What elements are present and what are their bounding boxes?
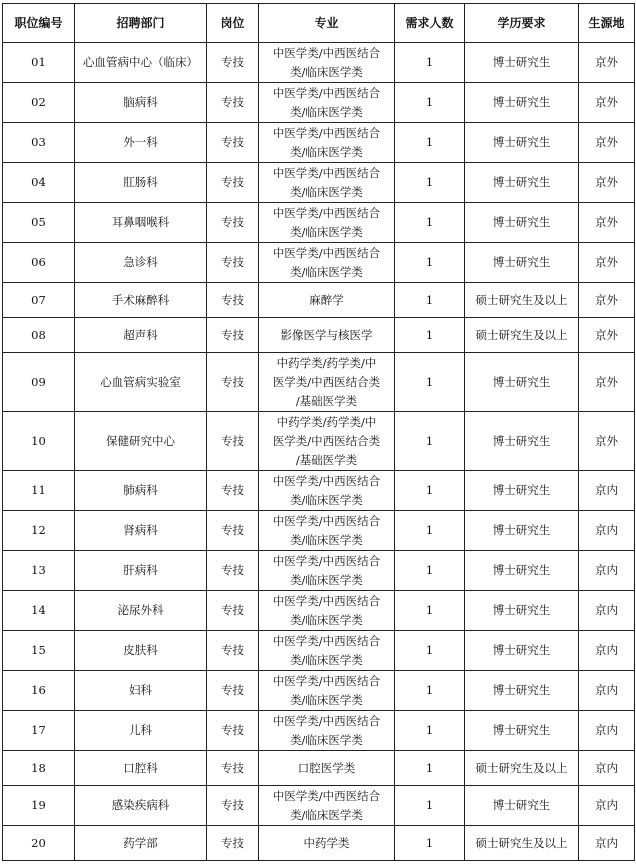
cell-count: 1 — [395, 43, 465, 83]
cell-dept: 超声科 — [75, 318, 207, 353]
cell-count: 1 — [395, 163, 465, 203]
cell-count: 1 — [395, 751, 465, 786]
major-line: 中医学类/中西医结合 — [272, 125, 381, 140]
cell-count: 1 — [395, 243, 465, 283]
major-line: 医学类/中西医结合类 — [272, 374, 381, 389]
cell-count: 1 — [395, 671, 465, 711]
cell-edu: 硕士研究生及以上 — [465, 751, 579, 786]
cell-major — [259, 203, 395, 243]
major-line: /基础医学类 — [295, 452, 358, 467]
major-line: 中药学类/药学类/中 — [276, 414, 377, 429]
major-line: 类/临床医学类 — [290, 264, 363, 279]
major-line: 类/临床医学类 — [290, 732, 363, 747]
cell-dept: 耳鼻咽喉科 — [75, 203, 207, 243]
table-row — [3, 631, 635, 671]
cell-id: 08 — [3, 318, 75, 353]
cell-major — [259, 318, 395, 353]
major-line: 麻醉学 — [309, 292, 344, 307]
cell-dept: 儿科 — [75, 711, 207, 751]
header-row — [3, 4, 635, 43]
major-line: 中医学类/中西医结合 — [272, 205, 381, 220]
cell-edu: 博士研究生 — [465, 511, 579, 551]
cell-dept: 泌尿外科 — [75, 591, 207, 631]
cell-major — [259, 243, 395, 283]
major-line: 中医学类/中西医结合 — [272, 788, 381, 803]
cell-source: 京外 — [579, 43, 635, 83]
cell-post: 专技 — [207, 203, 259, 243]
major-line: 影像医学与核医学 — [280, 327, 373, 342]
cell-source: 京外 — [579, 203, 635, 243]
cell-source: 京内 — [579, 591, 635, 631]
cell-id: 18 — [3, 751, 75, 786]
table-row — [3, 786, 635, 826]
major-line: 类/临床医学类 — [290, 492, 363, 507]
cell-dept: 保健研究中心 — [75, 412, 207, 471]
cell-count: 1 — [395, 471, 465, 511]
major-line: 中医学类/中西医结合 — [272, 553, 381, 568]
major-line: 类/临床医学类 — [290, 692, 363, 707]
table-row — [3, 591, 635, 631]
major-line: 中医学类/中西医结合 — [272, 245, 381, 260]
cell-source: 京外 — [579, 243, 635, 283]
cell-edu: 博士研究生 — [465, 123, 579, 163]
header-edu: 学历要求 — [465, 4, 579, 43]
table-row — [3, 511, 635, 551]
cell-count: 1 — [395, 711, 465, 751]
cell-major — [259, 631, 395, 671]
table-row — [3, 283, 635, 318]
major-line: /基础医学类 — [295, 393, 358, 408]
cell-major — [259, 471, 395, 511]
cell-edu: 博士研究生 — [465, 203, 579, 243]
table-row — [3, 551, 635, 591]
cell-dept: 心血管病中心（临床） — [75, 43, 207, 83]
cell-post: 专技 — [207, 353, 259, 412]
cell-id: 20 — [3, 826, 75, 861]
cell-id: 13 — [3, 551, 75, 591]
cell-dept: 肾病科 — [75, 511, 207, 551]
cell-major — [259, 283, 395, 318]
cell-id: 16 — [3, 671, 75, 711]
cell-post: 专技 — [207, 631, 259, 671]
cell-major — [259, 786, 395, 826]
cell-source: 京外 — [579, 412, 635, 471]
table-row — [3, 203, 635, 243]
cell-major — [259, 353, 395, 412]
cell-id: 15 — [3, 631, 75, 671]
cell-count: 1 — [395, 551, 465, 591]
cell-edu: 博士研究生 — [465, 786, 579, 826]
cell-major — [259, 551, 395, 591]
major-line: 中医学类/中西医结合 — [272, 473, 381, 488]
cell-id: 17 — [3, 711, 75, 751]
cell-edu: 博士研究生 — [465, 711, 579, 751]
cell-source: 京内 — [579, 671, 635, 711]
cell-post: 专技 — [207, 826, 259, 861]
cell-dept: 脑病科 — [75, 83, 207, 123]
major-line: 医学类/中西医结合类 — [272, 433, 381, 448]
cell-source: 京外 — [579, 318, 635, 353]
major-line: 中药学类/药学类/中 — [276, 355, 377, 370]
cell-dept: 感染疾病科 — [75, 786, 207, 826]
cell-id: 05 — [3, 203, 75, 243]
cell-edu: 博士研究生 — [465, 412, 579, 471]
cell-source: 京内 — [579, 786, 635, 826]
cell-source: 京外 — [579, 83, 635, 123]
cell-post: 专技 — [207, 591, 259, 631]
cell-major — [259, 671, 395, 711]
major-line: 类/临床医学类 — [290, 64, 363, 79]
major-line: 类/临床医学类 — [290, 104, 363, 119]
major-line: 中医学类/中西医结合 — [272, 593, 381, 608]
major-line: 中药学类 — [303, 835, 350, 850]
major-line: 类/临床医学类 — [290, 652, 363, 667]
cell-post: 专技 — [207, 471, 259, 511]
cell-count: 1 — [395, 353, 465, 412]
cell-source: 京外 — [579, 283, 635, 318]
cell-post: 专技 — [207, 711, 259, 751]
major-line: 中医学类/中西医结合 — [272, 713, 381, 728]
cell-id: 10 — [3, 412, 75, 471]
table-row — [3, 318, 635, 353]
table-row — [3, 412, 635, 471]
cell-edu: 博士研究生 — [465, 163, 579, 203]
header-dept: 招聘部门 — [75, 4, 207, 43]
cell-dept: 皮肤科 — [75, 631, 207, 671]
major-line: 类/临床医学类 — [290, 532, 363, 547]
major-line: 类/临床医学类 — [290, 184, 363, 199]
cell-dept: 药学部 — [75, 826, 207, 861]
table-row — [3, 826, 635, 861]
table-row — [3, 163, 635, 203]
cell-count: 1 — [395, 203, 465, 243]
cell-edu: 博士研究生 — [465, 591, 579, 631]
cell-count: 1 — [395, 591, 465, 631]
cell-post: 专技 — [207, 163, 259, 203]
major-line: 中医学类/中西医结合 — [272, 45, 381, 60]
cell-post: 专技 — [207, 412, 259, 471]
header-post: 岗位 — [207, 4, 259, 43]
cell-id: 07 — [3, 283, 75, 318]
cell-post: 专技 — [207, 83, 259, 123]
table-row — [3, 123, 635, 163]
cell-source: 京内 — [579, 826, 635, 861]
major-line: 中医学类/中西医结合 — [272, 633, 381, 648]
cell-id: 09 — [3, 353, 75, 412]
cell-post: 专技 — [207, 751, 259, 786]
cell-post: 专技 — [207, 786, 259, 826]
cell-edu: 博士研究生 — [465, 471, 579, 511]
cell-edu: 硕士研究生及以上 — [465, 826, 579, 861]
header-count: 需求人数 — [395, 4, 465, 43]
header-major: 专业 — [259, 4, 395, 43]
cell-dept: 口腔科 — [75, 751, 207, 786]
cell-source: 京内 — [579, 631, 635, 671]
major-line: 类/临床医学类 — [290, 572, 363, 587]
cell-edu: 博士研究生 — [465, 631, 579, 671]
cell-dept: 肝病科 — [75, 551, 207, 591]
table-row — [3, 711, 635, 751]
cell-source: 京内 — [579, 751, 635, 786]
major-line: 口腔医学类 — [297, 760, 356, 775]
cell-major — [259, 412, 395, 471]
table-row — [3, 751, 635, 786]
cell-post: 专技 — [207, 671, 259, 711]
header-id: 职位编号 — [3, 4, 75, 43]
table-row — [3, 43, 635, 83]
major-line: 类/临床医学类 — [290, 612, 363, 627]
cell-major — [259, 591, 395, 631]
cell-edu: 博士研究生 — [465, 43, 579, 83]
cell-post: 专技 — [207, 283, 259, 318]
cell-dept: 手术麻醉科 — [75, 283, 207, 318]
cell-edu: 博士研究生 — [465, 551, 579, 591]
cell-major — [259, 751, 395, 786]
major-line: 中医学类/中西医结合 — [272, 85, 381, 100]
cell-post: 专技 — [207, 551, 259, 591]
cell-source: 京内 — [579, 471, 635, 511]
cell-source: 京外 — [579, 163, 635, 203]
cell-id: 01 — [3, 43, 75, 83]
table-row — [3, 471, 635, 511]
cell-id: 14 — [3, 591, 75, 631]
cell-edu: 博士研究生 — [465, 353, 579, 412]
recruitment-table — [2, 3, 635, 861]
cell-count: 1 — [395, 786, 465, 826]
table-row — [3, 83, 635, 123]
cell-count: 1 — [395, 83, 465, 123]
cell-major — [259, 43, 395, 83]
header-source: 生源地 — [579, 4, 635, 43]
cell-major — [259, 83, 395, 123]
cell-major — [259, 826, 395, 861]
cell-source: 京外 — [579, 123, 635, 163]
cell-post: 专技 — [207, 43, 259, 83]
cell-count: 1 — [395, 123, 465, 163]
table-row — [3, 243, 635, 283]
cell-id: 04 — [3, 163, 75, 203]
major-line: 类/临床医学类 — [290, 144, 363, 159]
cell-dept: 心血管病实验室 — [75, 353, 207, 412]
table-body — [3, 43, 635, 861]
cell-post: 专技 — [207, 318, 259, 353]
cell-major — [259, 123, 395, 163]
major-line: 中医学类/中西医结合 — [272, 165, 381, 180]
major-line: 类/临床医学类 — [290, 807, 363, 822]
cell-source: 京内 — [579, 551, 635, 591]
cell-count: 1 — [395, 826, 465, 861]
major-line: 中医学类/中西医结合 — [272, 673, 381, 688]
cell-dept: 肺病科 — [75, 471, 207, 511]
cell-edu: 硕士研究生及以上 — [465, 318, 579, 353]
table-row — [3, 353, 635, 412]
cell-count: 1 — [395, 412, 465, 471]
cell-post: 专技 — [207, 511, 259, 551]
cell-id: 02 — [3, 83, 75, 123]
cell-dept: 急诊科 — [75, 243, 207, 283]
cell-dept: 外一科 — [75, 123, 207, 163]
cell-post: 专技 — [207, 123, 259, 163]
cell-id: 06 — [3, 243, 75, 283]
cell-edu: 硕士研究生及以上 — [465, 283, 579, 318]
cell-source: 京外 — [579, 353, 635, 412]
cell-source: 京内 — [579, 711, 635, 751]
cell-count: 1 — [395, 511, 465, 551]
cell-edu: 博士研究生 — [465, 243, 579, 283]
cell-dept: 肛肠科 — [75, 163, 207, 203]
cell-count: 1 — [395, 318, 465, 353]
major-line: 类/临床医学类 — [290, 224, 363, 239]
cell-post: 专技 — [207, 243, 259, 283]
cell-major — [259, 163, 395, 203]
cell-major — [259, 511, 395, 551]
cell-count: 1 — [395, 631, 465, 671]
cell-count: 1 — [395, 283, 465, 318]
table-row — [3, 671, 635, 711]
cell-edu: 博士研究生 — [465, 671, 579, 711]
cell-id: 12 — [3, 511, 75, 551]
cell-id: 03 — [3, 123, 75, 163]
cell-major — [259, 711, 395, 751]
cell-id: 19 — [3, 786, 75, 826]
major-line: 中医学类/中西医结合 — [272, 513, 381, 528]
cell-id: 11 — [3, 471, 75, 511]
cell-dept: 妇科 — [75, 671, 207, 711]
cell-edu: 博士研究生 — [465, 83, 579, 123]
cell-source: 京内 — [579, 511, 635, 551]
